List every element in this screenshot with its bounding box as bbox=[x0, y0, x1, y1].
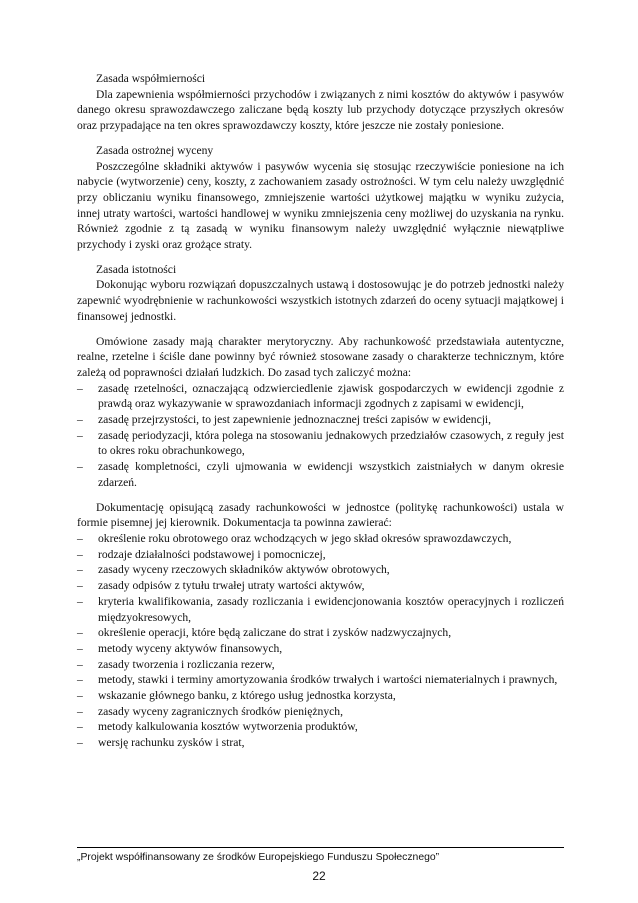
principles-list bbox=[77, 381, 564, 491]
list-item: – zasady tworzenia i rozliczania rezerw, bbox=[77, 657, 564, 673]
documentation-list bbox=[77, 531, 564, 751]
list-item: – zasady odpisów z tytułu trwałej utraty wartości aktywów, bbox=[77, 578, 564, 594]
list-item: – określenie roku obrotowego oraz wchodzących w jego skład okresów sprawozdawczych, bbox=[77, 531, 564, 547]
section-technical-principles bbox=[77, 334, 564, 491]
list-item: – rodzaje działalności podstawowej i pomocniczej, bbox=[77, 547, 564, 563]
document-page bbox=[77, 71, 564, 760]
documentation-intro: Dokumentację opisującą zasady rachunkowości w jednostce (politykę rachunkowości) ustala w formie pisemnej jej kierownik. Dokumentacja ta powinna zawierać: bbox=[77, 500, 564, 530]
list-item: – kryteria kwalifikowania, zasady rozliczania i ewidencjonowania kosztów operacyjnych i rozliczeń międzyokresowych, bbox=[77, 594, 564, 625]
section-wspolmiernosc bbox=[77, 71, 564, 134]
list-item: – metody kalkulowania kosztów wytworzenia produktów, bbox=[77, 719, 564, 735]
list-item: – zasadę kompletności, czyli ujmowania w ewidencji wszystkich zaistniałych w danym okresie zdarzeń. bbox=[77, 459, 564, 490]
section-documentation bbox=[77, 500, 564, 751]
page-number: 22 bbox=[312, 869, 326, 883]
principles-intro: Omówione zasady mają charakter merytoryczny. Aby rachunkowość przedstawiała autentyczne, realne, rzetelne i ściśle dane powinny być również stosowane zasady o charakterze technicznym, które zależą od poprawności działań ludzkich. Do zasad tych zaliczyć można: bbox=[77, 334, 564, 379]
list-item: – wersję rachunku zysków i strat, bbox=[77, 735, 564, 751]
section-heading: Zasada istotności bbox=[96, 262, 177, 276]
section-body: Dla zapewnienia współmierności przychodów i związanych z nimi kosztów do aktywów i pasywów danego okresu sprawozdawczego zaliczane będą koszty lub przychody dotyczące przyszłych okresów oraz przypadające na ten okres sprawozdawczy koszty, które jeszcze nie zostały poniesione. bbox=[77, 87, 564, 133]
list-item: – zasady wyceny zagranicznych środków pieniężnych, bbox=[77, 704, 564, 720]
section-heading: Zasada ostrożnej wyceny bbox=[96, 143, 214, 157]
page-footer: „Projekt współfinansowany ze środków Europejskiego Funduszu Społecznego” bbox=[77, 847, 564, 863]
list-item: – metody wyceny aktywów finansowych, bbox=[77, 641, 564, 657]
list-item: – wskazanie głównego banku, z którego usług jednostka korzysta, bbox=[77, 688, 564, 704]
section-istotnosc bbox=[77, 262, 564, 325]
section-body: Dokonując wyboru rozwiązań dopuszczalnych ustawą i dostosowując je do potrzeb jednostki należy zapewnić wyodrębnienie w rachunkowości wszystkich istotnych zdarzeń do oceny sytuacji majątkowej i finansowej jednostki. bbox=[77, 278, 564, 323]
list-item: – metody, stawki i terminy amortyzowania środków trwałych i wartości niematerialnych i prawnych, bbox=[77, 672, 564, 688]
list-item: – zasady wyceny rzeczowych składników aktywów obrotowych, bbox=[77, 562, 564, 578]
section-body: Poszczególne składniki aktywów i pasywów wycenia się stosując rzeczywiście poniesione na ich nabycie (wytworzenie) ceny, koszty, z zachowaniem zasady ostrożności. W tym celu należy uwzględnić przy obliczaniu wyniku finansowego, zmniejszenie wartości użytkowej majątku w wyniku zużycia, innej utraty wartości, wartości handlowej w wyniku zmniejszenia ceny możliwej do uzyskania na rynku. Również zgodnie z tą zasadą w wyniku finansowym należy uwzględnić wyłącznie niewątpliwe przychody i zyski oraz grożące straty. bbox=[77, 159, 564, 252]
list-item: – zasadę rzetelności, oznaczającą odzwierciedlenie zjawisk gospodarczych w ewidencji zgodnie z prawdą oraz wykazywanie w sprawozdaniach informacji zgodnych z zapisami w ewidencji, bbox=[77, 381, 564, 412]
list-item: – określenie operacji, które będą zaliczane do strat i zysków nadzwyczajnych, bbox=[77, 625, 564, 641]
list-item: – zasadę przejrzystości, to jest zapewnienie jednoznacznej treści zapisów w ewidencji, bbox=[77, 412, 564, 428]
list-item: – zasadę periodyzacji, która polega na stosowaniu jednakowych przedziałów czasowych, z reguły jest to okres roku obrachunkowego, bbox=[77, 428, 564, 459]
section-ostroznosc bbox=[77, 143, 564, 253]
section-heading: Zasada współmierności bbox=[96, 72, 206, 85]
